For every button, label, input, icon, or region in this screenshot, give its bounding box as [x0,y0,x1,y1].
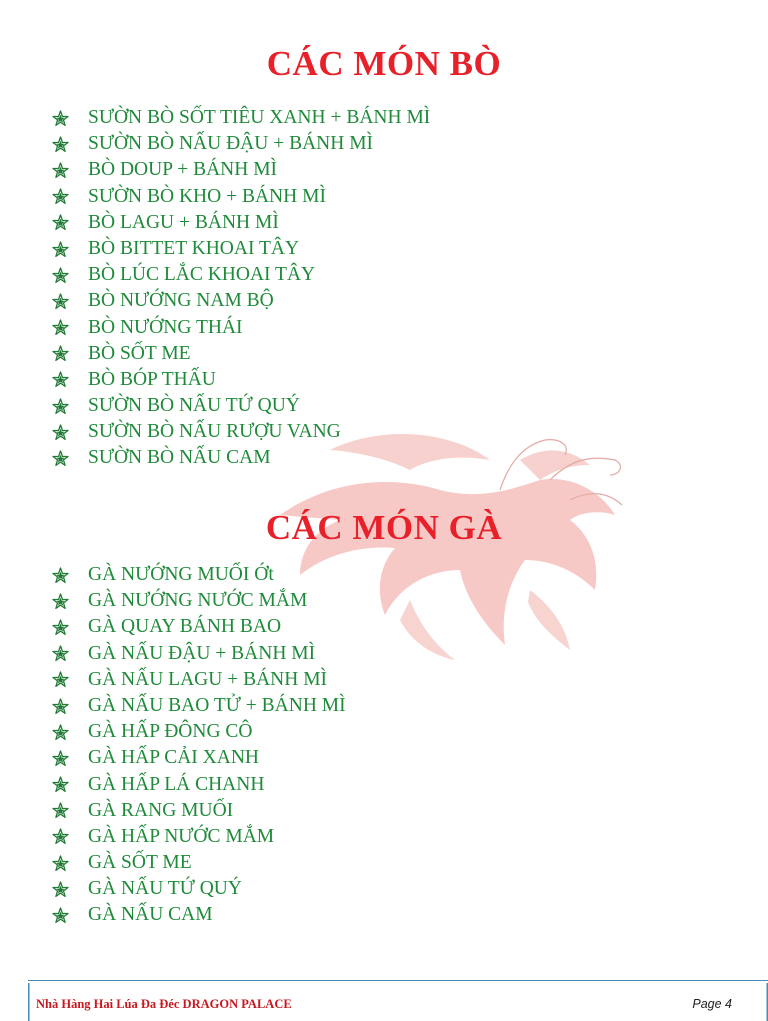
menu-item [52,341,430,367]
star-outline-icon [52,424,69,441]
page-number: Page 4 [692,997,732,1011]
star-outline-icon [52,881,69,898]
menu-item [52,588,346,614]
star-outline-icon [52,802,69,819]
star-outline-icon [52,398,69,415]
menu-item-label: GÀ NẤU TỨ QUÝ [88,878,242,900]
menu-item-label: BÒ NƯỚNG NAM BỘ [88,290,274,312]
star-outline-icon [52,450,69,467]
menu-item-label: GÀ HẤP LÁ CHANH [88,773,265,795]
menu-item [52,315,430,341]
footer-restaurant-name: Nhà Hàng Hai Lúa Đa Đéc DRAGON PALACE [36,997,292,1011]
menu-item-label: GÀ QUAY BÁNH BAO [88,616,282,638]
menu-item-label: BÒ BÓP THẤU [88,368,216,390]
menu-item-label: BÒ LAGU + BÁNH MÌ [88,211,279,233]
menu-item-label: GÀ NẤU ĐẬU + BÁNH MÌ [88,642,316,664]
menu-item [52,157,430,183]
menu-item [52,719,346,745]
menu-item-label: GÀ RANG MUỐI [88,799,234,821]
menu-item-label: SƯỜN BÒ NẤU RƯỢU VANG [88,421,341,443]
menu-item-label: SƯỜN BÒ NẤU CAM [88,447,271,469]
star-outline-icon [52,593,69,610]
menu-item-label: GÀ HẤP CẢI XANH [88,747,259,769]
star-outline-icon [52,319,69,336]
star-outline-icon [52,724,69,741]
menu-item [52,131,430,157]
menu-item-label: GÀ NẤU BAO TỬ + BÁNH MÌ [88,694,346,716]
menu-item [52,614,346,640]
star-outline-icon [52,293,69,310]
menu-item [52,445,430,471]
star-outline-icon [52,162,69,179]
star-outline-icon [52,855,69,872]
menu-item [52,236,430,262]
menu-item [52,772,346,798]
menu-item-label: BÒ LÚC LẮC KHOAI TÂY [88,264,316,286]
star-outline-icon [52,671,69,688]
menu-item [52,105,430,131]
section-title-beef: CÁC MÓN BÒ [266,44,502,83]
star-outline-icon [52,750,69,767]
menu-item [52,367,430,393]
menu-item-label: BÒ BITTET KHOAI TÂY [88,237,300,259]
menu-item-label: GÀ SỐT ME [88,852,192,874]
star-outline-icon [52,776,69,793]
star-outline-icon [52,371,69,388]
menu-item [52,850,346,876]
star-outline-icon [52,214,69,231]
menu-item [52,693,346,719]
menu-item-label: GÀ NƯỚNG NƯỚC MẮM [88,590,308,612]
star-outline-icon [52,188,69,205]
menu-item [52,262,430,288]
star-outline-icon [52,698,69,715]
menu-item [52,393,430,419]
star-outline-icon [52,567,69,584]
star-outline-icon [52,907,69,924]
menu-item [52,876,346,902]
menu-item-label: BÒ NƯỚNG THÁI [88,316,243,338]
star-outline-icon [52,619,69,636]
menu-item [52,667,346,693]
star-outline-icon [52,345,69,362]
star-outline-icon [52,645,69,662]
star-outline-icon [52,828,69,845]
star-outline-icon [52,110,69,127]
menu-item [52,745,346,771]
menu-item-label: SƯỜN BÒ NẤU ĐẬU + BÁNH MÌ [88,133,374,155]
footer [28,983,768,1021]
menu-item [52,641,346,667]
beef-dish-list [52,105,430,472]
menu-item-label: SƯỜN BÒ NẤU TỨ QUÝ [88,395,300,417]
menu-item [52,562,346,588]
menu-item [52,210,430,236]
menu-item [52,184,430,210]
menu-item-label: BÒ SỐT ME [88,342,191,364]
menu-item-label: SƯỜN BÒ SỐT TIÊU XANH + BÁNH MÌ [88,107,431,128]
menu-item [52,824,346,850]
star-outline-icon [52,267,69,284]
menu-item-label: SƯỜN BÒ KHO + BÁNH MÌ [88,185,326,207]
menu-item-label: GÀ HẤP NƯỚC MẮM [88,825,275,847]
menu-item-label: GÀ HẤP ĐÔNG CÔ [88,721,253,743]
menu-item-label: GÀ NƯỚNG MUỐI Ớt [88,564,274,585]
menu-item-label: GÀ NẤU LAGU + BÁNH MÌ [88,668,328,690]
menu-item [52,902,346,928]
footer-divider [28,980,768,981]
menu-item-label: GÀ NẤU CAM [88,904,213,926]
menu-item-label: BÒ DOUP + BÁNH MÌ [88,159,278,181]
star-outline-icon [52,241,69,258]
menu-item [52,288,430,314]
chicken-dish-list [52,562,346,929]
section-title-chicken: CÁC MÓN GÀ [265,508,503,547]
menu-item [52,798,346,824]
star-outline-icon [52,136,69,153]
menu-item [52,419,430,445]
